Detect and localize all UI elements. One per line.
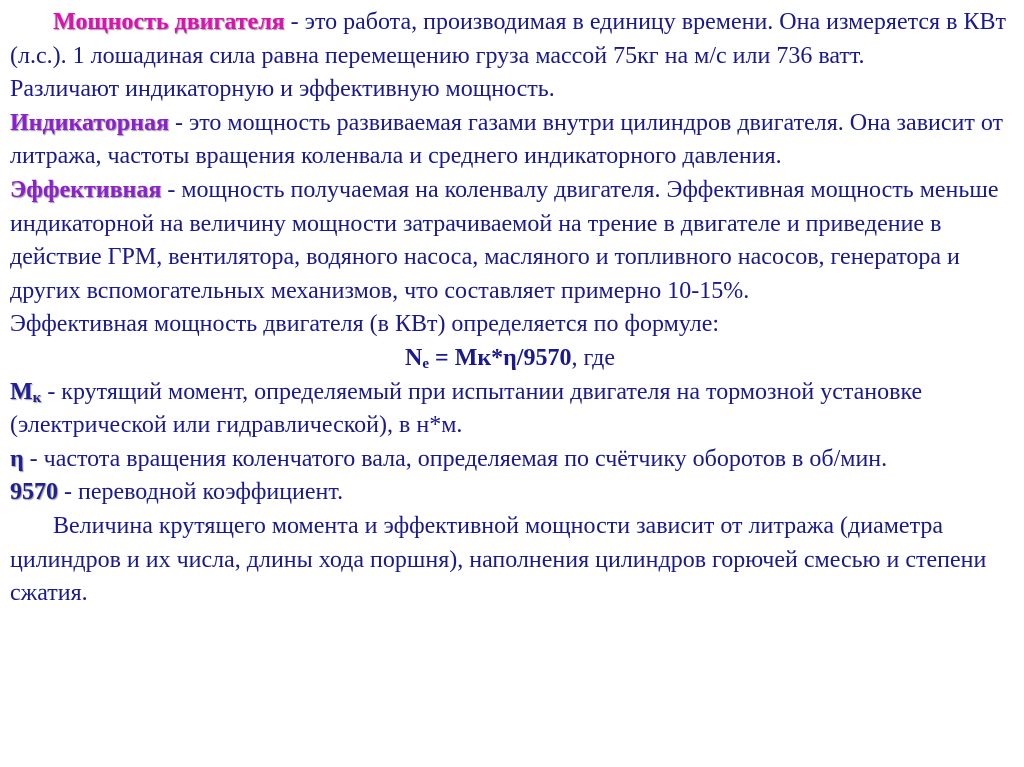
rotation-speed-definition: - частота вращения коленчатого вала, определяемая по счётчику оборотов в об/мин.: [23, 445, 888, 472]
paragraph-engine-power: [10, 6, 1010, 73]
formula-symbol: N: [405, 344, 423, 371]
torque-symbol-subscript: к: [32, 389, 42, 406]
formula-tail: , где: [571, 344, 615, 371]
formula: [405, 345, 571, 371]
indicated-power-definition: - это мощность развиваемая газами внутри цилиндров двигателя. Она зависит от литража, частоты вращения коленвала и среднего индикаторного давления.: [10, 109, 1004, 170]
power-types-text: Различают индикаторную и эффективную мощность.: [10, 76, 555, 103]
paragraph-power-types: [10, 73, 1010, 107]
formula-line: [10, 342, 1010, 376]
torque-symbol: М: [10, 378, 33, 405]
paragraph-rotation-speed: [10, 443, 1010, 477]
paragraph-conversion-factor: [10, 476, 1010, 510]
term-torque: [10, 379, 41, 405]
formula-intro-text: Эффективная мощность двигателя (в КВт) определяется по формуле:: [10, 311, 720, 338]
paragraph-torque: [10, 376, 1010, 443]
paragraph-indicated-power: [10, 107, 1010, 174]
paragraph-effective-power: [10, 174, 1010, 308]
term-engine-power: Мощность двигателя: [53, 9, 285, 35]
effective-power-definition: - мощность получаемая на коленвалу двигателя. Эффективная мощность меньше индикаторной на величину мощности затрачиваемой на трение в двигателе и приведение в действие ГРМ, вентилятора, водяного насоса, масляного и топливного насосов, генератора и других вспомогательных механизмов, что составляет примерно 10-15%.: [10, 176, 999, 304]
engine-power-definition: - это работа, производимая в единицу времени. Она измеряется в КВт (л.с.). 1 лошадиная сила равна перемещению груза массой 75кг на м/с или 736 ватт.: [10, 9, 1006, 69]
paragraph-torque-dependence: [10, 510, 1010, 611]
term-rotation-speed: η: [10, 445, 24, 472]
formula-expression: = Мк*η/9570: [429, 344, 572, 371]
torque-definition: - крутящий момент, определяемый при испытании двигателя на тормозной установке (электрической или гидравлической), в н*м.: [10, 378, 923, 439]
paragraph-formula-intro: [10, 308, 1010, 342]
term-effective-power: Эффективная: [10, 176, 162, 203]
formula-symbol-subscript: e: [422, 355, 430, 372]
term-indicated-power: Индикаторная: [10, 109, 169, 136]
term-conversion-factor: 9570: [10, 479, 58, 506]
torque-dependence-text: Величина крутящего момента и эффективной мощности зависит от литража (диаметра цилиндров и их числа, длины хода поршня), наполнения цилиндров горючей смесью и степени сжатия.: [10, 512, 987, 607]
conversion-factor-definition: - переводной коэффициент.: [58, 479, 344, 506]
